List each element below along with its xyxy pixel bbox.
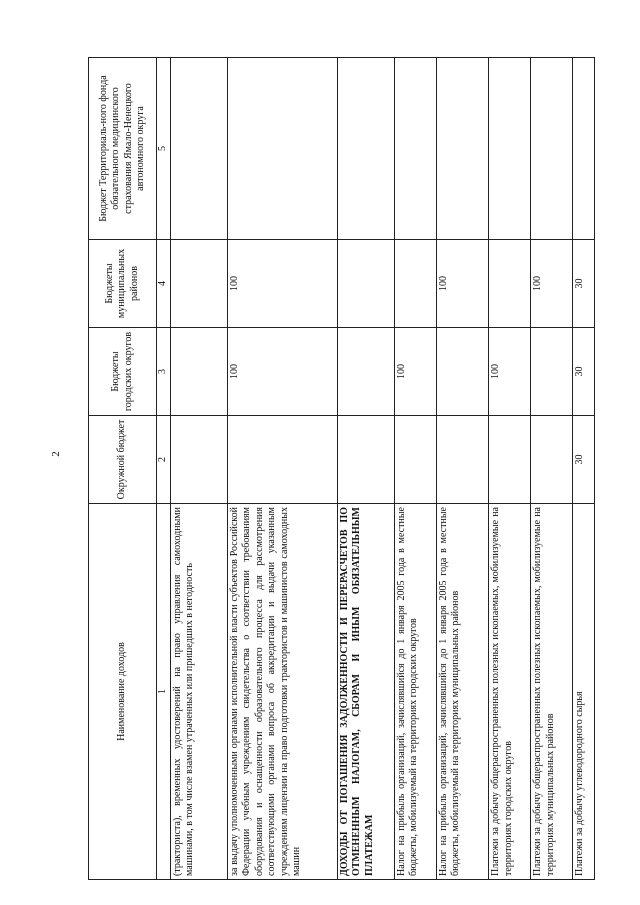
okrug-value [170,416,227,504]
table-row [572,58,594,880]
gorod-value [531,328,573,416]
column-number: 4 [157,240,171,328]
mun-value [170,240,227,328]
gorod-value: 100 [227,328,337,416]
mun-value [489,240,531,328]
mun-value: 100 [531,240,573,328]
okrug-value [337,416,394,504]
row-name: Платежи за добычу общераспространенных полезных ископаемых, мобилизуемые на территориях муниципальных районов [531,504,573,880]
table-row [170,58,227,880]
rotated-page [88,58,595,880]
header-name: Наименование доходов [89,504,157,880]
gorod-value: 30 [572,328,594,416]
section-heading: ДОХОДЫ ОТ ПОГАШЕНИЯ ЗАДОЛЖЕННОСТИ И ПЕРЕРАСЧЕТОВ ПО ОТМЕНЕННЫМ НАЛОГАМ, СБОРАМ И ИНЫМ ОБЯЗАТЕЛЬНЫМ ПЛАТЕЖАМ [337,504,394,880]
okrug-value [531,416,573,504]
gorod-value [436,328,489,416]
gorod-value [337,328,394,416]
fond-value [572,58,594,240]
okrug-value [394,416,436,504]
okrug-value: 30 [572,416,594,504]
fond-value [170,58,227,240]
row-name: за выдачу уполномоченными органами исполнительной власти субъектов Российской Федерации учебным учреждениям свидетельства о соответствии требованиям оборудования и оснащенности образовательного процесса для рассмотрения соответствующими органами вопроса об аккредитации и выдачи указанным учреждениям лицензии на право подготовки трактористов и машинистов самоходных машин [227,504,337,880]
fond-value [337,58,394,240]
header-gorod: Бюджеты городских округов [89,328,157,416]
okrug-value [489,416,531,504]
mun-value [337,240,394,328]
header-fond: Бюджет Территориаль-ного фонда обязательного медицинского страхования Ямало-Ненецкого автономного округа [89,58,157,240]
gorod-value [170,328,227,416]
row-name: Платежи за добычу углеводородного сырья [572,504,594,880]
header-okrug: Окружной бюджет [89,416,157,504]
header-mun: Бюджеты муниципальных районов [89,240,157,328]
mun-value: 100 [436,240,489,328]
page-number: 2 [50,451,62,457]
table-row [337,58,394,880]
fond-value [436,58,489,240]
table-row [531,58,573,880]
row-name: (тракториста), временных удостоверений на право управления самоходными машинами, в том числе взамен утраченных или пришедших в негодность [170,504,227,880]
mun-value: 30 [572,240,594,328]
row-name: Платежи за добычу общераспространенных полезных ископаемых, мобилизуемые на территориях городских округов [489,504,531,880]
fond-value [531,58,573,240]
fond-value [227,58,337,240]
column-number: 2 [157,416,171,504]
okrug-value [227,416,337,504]
column-number: 1 [157,504,171,880]
okrug-value [436,416,489,504]
gorod-value: 100 [489,328,531,416]
table-row [394,58,436,880]
table-row [489,58,531,880]
revenue-distribution-table [88,57,595,880]
table-row [227,58,337,880]
mun-value [394,240,436,328]
table-row [436,58,489,880]
fond-value [394,58,436,240]
column-number: 3 [157,328,171,416]
mun-value: 100 [227,240,337,328]
row-name: Налог на прибыль организаций, зачислявшийся до 1 января 2005 года в местные бюджеты, мобилизуемый на территориях муниципальных районов [436,504,489,880]
fond-value [489,58,531,240]
row-name: Налог на прибыль организаций, зачислявшийся до 1 января 2005 года в местные бюджеты, мобилизуемый на территориях городских округов [394,504,436,880]
column-number: 5 [157,58,171,240]
gorod-value: 100 [394,328,436,416]
